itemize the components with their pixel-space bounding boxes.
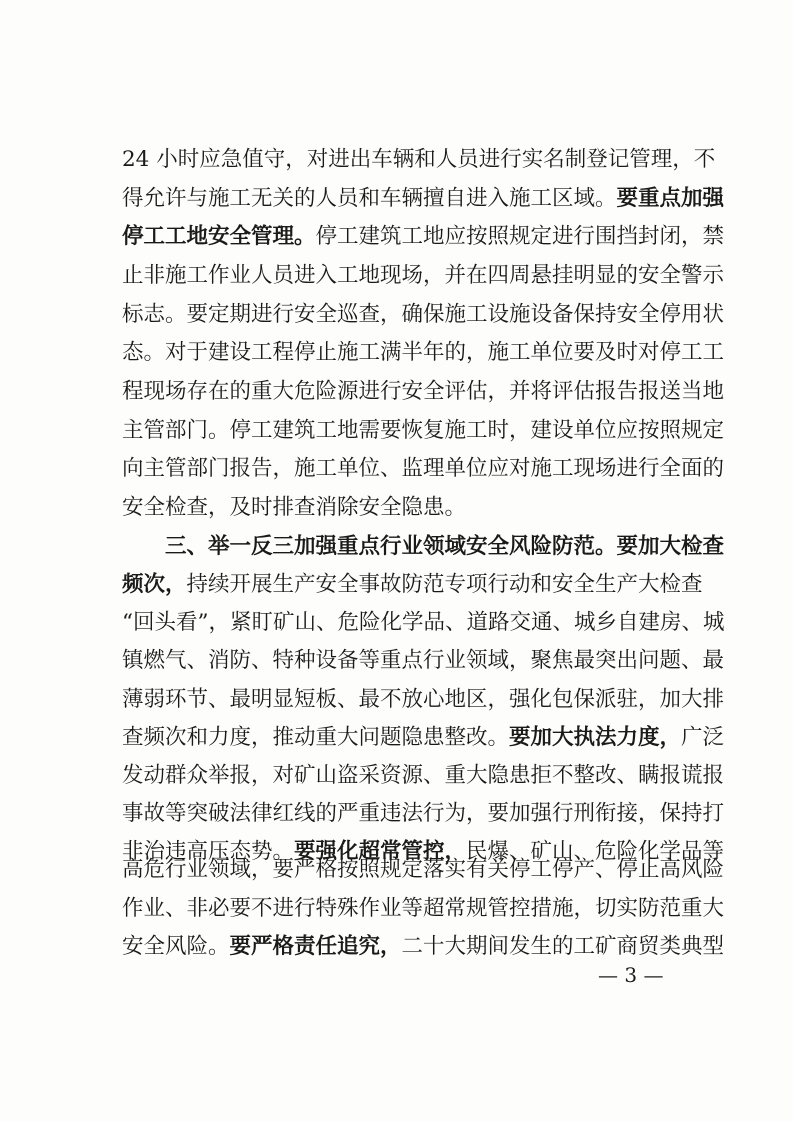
text-line [122, 723, 725, 753]
text-line [122, 493, 682, 523]
text-line-indented [165, 532, 725, 562]
text-line [122, 761, 725, 791]
text-run-bold: 要加大执法力度， [509, 724, 682, 750]
text-run: 向主管部门报告，施工单位、监理单位应对施工现场进行全面的 [122, 456, 725, 481]
text-run: 主管部门。停工建筑工地需要恢复施工时，建设单位应按照规定 [122, 418, 725, 443]
text-run-bold: 要重点加强 [616, 186, 725, 211]
text-run: 二十大期间发生的工矿商贸类典型 [401, 934, 725, 959]
text-line [122, 222, 725, 252]
text-run: 高危行业领域，要严格按照规定落实有关停工停产、停止高风险 [122, 857, 725, 882]
text-run: 非治违高压态势。 [122, 839, 295, 865]
text-run: 标志。要定期进行安全巡查，确保施工设施设备保持安全停用状 [122, 302, 725, 327]
text-line [122, 894, 725, 924]
text-run: 24 小时应急值守，对进出车辆和人员进行实名制登记管理，不 [122, 147, 716, 172]
text-run-bold: 要加大检查 [616, 534, 725, 559]
text-run: 态。对于建设工程停止施工满半年的，施工单位要及时对停工工 [122, 340, 725, 365]
text-line [122, 454, 725, 484]
text-line [122, 932, 725, 962]
text-line [122, 608, 725, 638]
text-run: 民爆、矿山、危险化学品等 [466, 839, 725, 865]
text-line [122, 416, 725, 446]
text-run: 薄弱环节、最明显短板、最不放心地区，强化包保派驻，加大排 [122, 686, 725, 712]
text-run: 广泛 [681, 724, 725, 750]
text-run: 作业、非必要不进行特殊作业等超常规管控措施，切实防范重大 [122, 896, 725, 921]
text-line [122, 570, 703, 600]
text-run: 发动群众举报，对矿山盗采资源、重大隐患拒不整改、瞒报谎报 [122, 763, 725, 788]
text-line [122, 646, 725, 676]
text-line [122, 799, 725, 829]
text-run: 查频次和力度，推动重大问题隐患整改。 [122, 724, 510, 750]
text-line [122, 145, 716, 175]
section-heading: 三、举一反三加强重点行业领域安全风险防范。 [165, 534, 617, 559]
text-line [122, 377, 725, 407]
text-line [122, 685, 725, 715]
text-run-bold: 停工工地安全管理。 [122, 224, 316, 249]
text-run: 镇燃气、消防、特种设备等重点行业领域，聚焦最突出问题、最 [122, 648, 725, 674]
text-line [122, 300, 725, 330]
text-run: 持续开展生产安全事故防范专项行动和安全生产大检查 [186, 572, 703, 597]
text-run: 事故等突破法律红线的严重违法行为，要加强行刑衔接，保持打 [122, 801, 725, 827]
text-line [122, 184, 725, 214]
text-run-bold: 频次， [122, 572, 187, 597]
text-run: 停工建筑工地应按照规定进行围挡封闭，禁 [315, 224, 725, 249]
text-run-bold: 要严格责任追究， [229, 934, 402, 959]
text-line [122, 338, 725, 368]
text-run: 安全检查，及时排查消除安全隐患。 [122, 495, 467, 520]
text-run: 得允许与施工无关的人员和车辆擅自进入施工区域。 [122, 186, 617, 211]
text-run: 安全风险。 [122, 934, 230, 959]
text-run: “回头看”，紧盯矿山、危险化学品、道路交通、城乡自建房、城 [122, 610, 725, 636]
text-run: 止非施工作业人员进入工地现场，并在四周悬挂明显的安全警示 [122, 263, 725, 288]
text-run: 程现场存在的重大危险源进行安全评估，并将评估报告报送当地 [122, 379, 725, 404]
text-line [122, 855, 725, 885]
text-run-bold: 要强化超常管控， [294, 839, 467, 865]
text-line [122, 261, 725, 291]
page-number: — 3 — [598, 963, 664, 987]
